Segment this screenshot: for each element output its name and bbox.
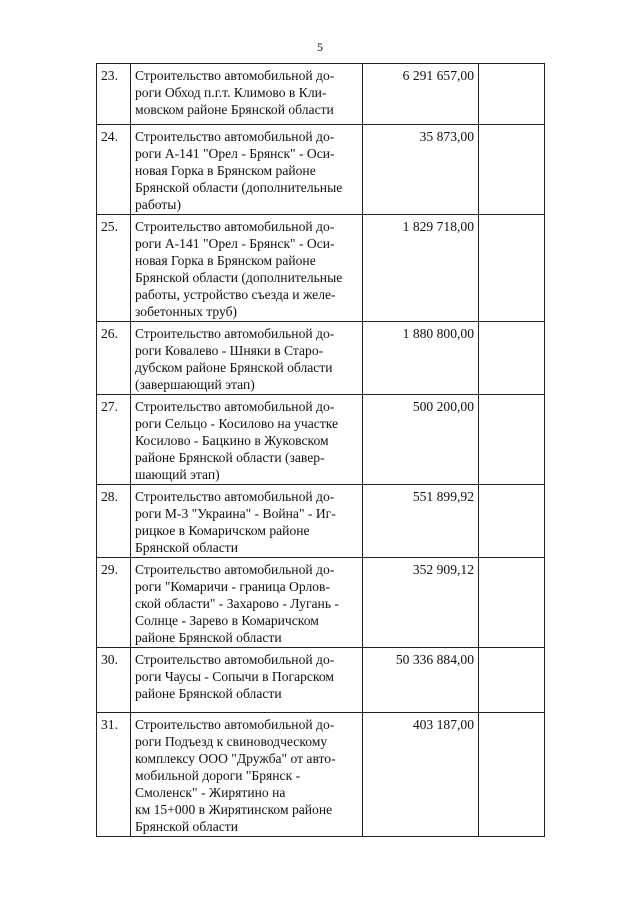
row-description: Строительство автомобильной до- роги "Комаричи - граница Орлов- ской области" - Захарово - Лугань - Солнце - Зарево в Комаричском районе Брянской области — [131, 558, 363, 648]
row-description: Строительство автомобильной до- роги А-141 "Орел - Брянск" - Оси- новая Горка в Брянском районе Брянской области (дополнительные работы) — [131, 125, 363, 215]
row-amount: 6 291 657,00 — [363, 64, 479, 125]
table-row — [97, 713, 545, 837]
table-row — [97, 648, 545, 713]
page-number: 5 — [317, 40, 323, 54]
row-number: 28. — [97, 485, 131, 558]
row-number: 26. — [97, 322, 131, 395]
row-amount: 551 899,92 — [363, 485, 479, 558]
empty-cell — [479, 558, 545, 648]
table-row — [97, 395, 545, 485]
row-number: 29. — [97, 558, 131, 648]
empty-cell — [479, 125, 545, 215]
row-number: 25. — [97, 215, 131, 322]
table-row — [97, 485, 545, 558]
empty-cell — [479, 322, 545, 395]
row-amount: 352 909,12 — [363, 558, 479, 648]
row-description: Строительство автомобильной до- роги Обход п.г.т. Климово в Кли- мовском районе Брянской области — [131, 64, 363, 125]
empty-cell — [479, 395, 545, 485]
empty-cell — [479, 713, 545, 837]
empty-cell — [479, 648, 545, 713]
row-amount: 1 829 718,00 — [363, 215, 479, 322]
row-amount: 50 336 884,00 — [363, 648, 479, 713]
construction-table — [96, 63, 545, 837]
table-row — [97, 322, 545, 395]
row-description: Строительство автомобильной до- роги Подъезд к свиноводческому комплексу ООО "Дружба" от авто- мобильной дороги "Брянск - Смоленск" - Жирятино на км 15+000 в Жирятинском районе Брянской области — [131, 713, 363, 837]
row-amount: 35 873,00 — [363, 125, 479, 215]
table-row — [97, 125, 545, 215]
empty-cell — [479, 64, 545, 125]
table-row — [97, 558, 545, 648]
row-description: Строительство автомобильной до- роги Сельцо - Косилово на участке Косилово - Бацкино в Жуковском районе Брянской области (завер- шающий этап) — [131, 395, 363, 485]
row-number: 30. — [97, 648, 131, 713]
row-number: 31. — [97, 713, 131, 837]
row-description: Строительство автомобильной до- роги М-3 "Украина" - Война" - Иг- рицкое в Комаричском районе Брянской области — [131, 485, 363, 558]
table-row — [97, 215, 545, 322]
row-number: 23. — [97, 64, 131, 125]
row-description: Строительство автомобильной до- роги Чаусы - Сопычи в Погарском районе Брянской области — [131, 648, 363, 713]
row-description: Строительство автомобильной до- роги Ковалево - Шняки в Старо- дубском районе Брянской области (завершающий этап) — [131, 322, 363, 395]
row-number: 27. — [97, 395, 131, 485]
row-description: Строительство автомобильной до- роги А-141 "Орел - Брянск" - Оси- новая Горка в Брянском районе Брянской области (дополнительные работы, устройство съезда и желе- зобетонных труб) — [131, 215, 363, 322]
row-amount: 1 880 800,00 — [363, 322, 479, 395]
row-amount: 403 187,00 — [363, 713, 479, 837]
row-amount: 500 200,00 — [363, 395, 479, 485]
table-row — [97, 64, 545, 125]
empty-cell — [479, 485, 545, 558]
row-number: 24. — [97, 125, 131, 215]
empty-cell — [479, 215, 545, 322]
